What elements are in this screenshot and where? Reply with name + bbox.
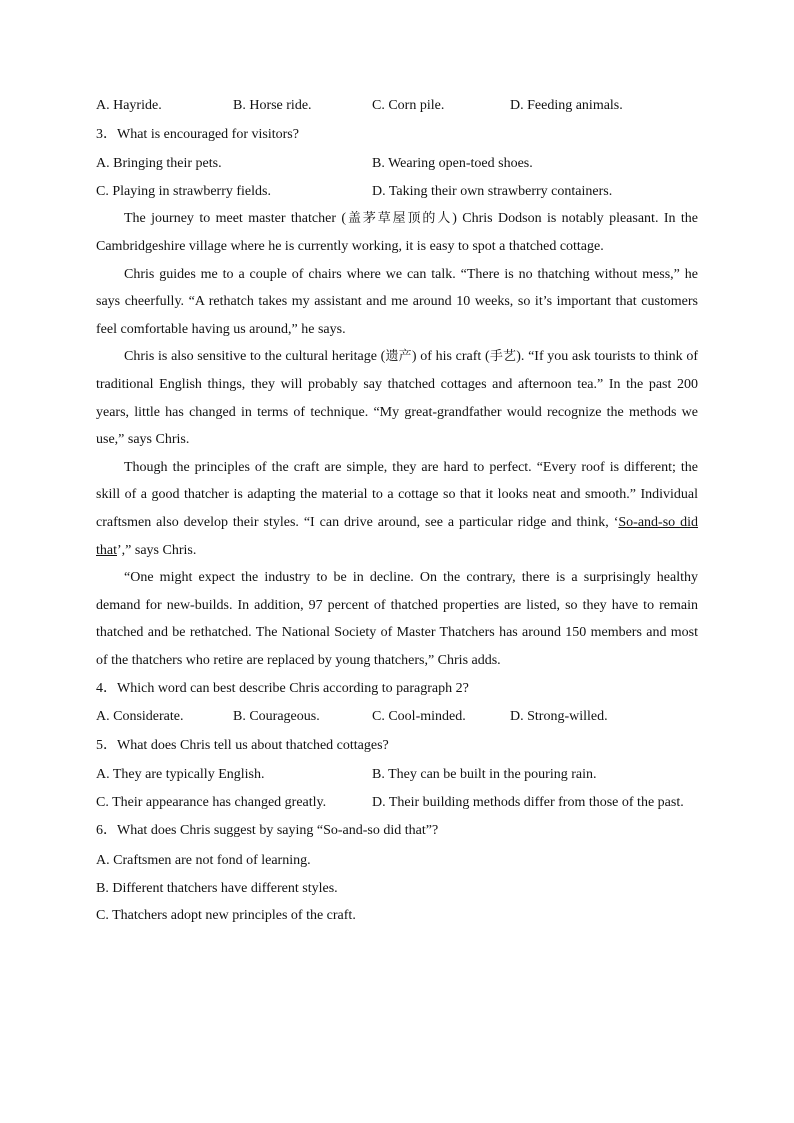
q4-option-d: D. Strong-willed. bbox=[510, 709, 608, 725]
p4-text-a: Though the principles of the craft are simple, they are hard to perfect. “Every roof is different; the skill of a good thatcher is adapting the material to a cottage so that it looks neat and smooth.” Individual craftsmen also develop their styles. “I can drive around, see a particular ridge and think, ‘ bbox=[96, 459, 698, 530]
q5-options-row2 bbox=[96, 789, 698, 817]
q3-option-b: B. Wearing open-toed shoes. bbox=[372, 156, 533, 172]
q5-option-b: B. They can be built in the pouring rain. bbox=[372, 767, 597, 783]
q6-stem: 6．What does Chris suggest by saying “So-and-so did that”? bbox=[96, 823, 439, 839]
q2-option-b: B. Horse ride. bbox=[233, 98, 312, 113]
q5-option-c: C. Their appearance has changed greatly. bbox=[96, 794, 327, 810]
q4-stem: 4．Which word can best describe Chris according to paragraph 2? bbox=[96, 681, 469, 697]
q4-option-c: C. Cool-minded. bbox=[372, 709, 466, 725]
p1-gloss: 盖茅草屋顶的人 bbox=[346, 211, 453, 227]
p3-text-c: ). “If you ask tourists to think of traditional English things, they will probably say thatched cottages and afternoon tea.” In the past 200 years, little has changed in terms of technique. “My great-grandfather would recognize the methods we use,” says Chris. bbox=[96, 349, 699, 448]
q5-option-a: A. They are typically English. bbox=[96, 767, 265, 783]
q3-option-c: C. Playing in strawberry fields. bbox=[96, 183, 271, 199]
document-page bbox=[96, 92, 698, 930]
passage-paragraph-4 bbox=[96, 454, 698, 564]
p4-underlined-phrase: So-and-so did that bbox=[96, 514, 698, 558]
q2-option-c: C. Corn pile. bbox=[372, 98, 445, 113]
q4-options bbox=[96, 703, 698, 731]
passage-paragraph-2: Chris guides me to a couple of chairs where we can talk. “There is no thatching without mess,” he says cheerfully. “A rethatch takes my assistant and me around 10 weeks, so it’s important that customers feel comfortable having us around,” he says. bbox=[96, 266, 698, 337]
p1-text-a: The journey to meet master thatcher ( bbox=[124, 211, 347, 227]
p3-text-b: ) of his craft ( bbox=[411, 349, 490, 365]
passage-paragraph-5: “One might expect the industry to be in decline. On the contrary, there is a surprisingly healthy demand for new-builds. In addition, 97 percent of thatched properties are listed, so they have to remain thatched and be rethatched. The National Society of Master Thatchers has around 150 members and most of the thatchers who retire are replaced by young thatchers,” Chris adds. bbox=[96, 570, 698, 668]
q6-option-a: A. Craftsmen are not fond of learning. bbox=[96, 853, 311, 869]
passage-paragraph-1 bbox=[96, 205, 698, 260]
q3-options-row2 bbox=[96, 178, 698, 206]
q3-options-row1 bbox=[96, 150, 698, 178]
passage-paragraph-3 bbox=[96, 343, 698, 453]
q2-option-d: D. Feeding animals. bbox=[510, 98, 623, 113]
p3-gloss-2: 手艺 bbox=[489, 349, 517, 365]
q5-options-row1 bbox=[96, 761, 698, 789]
q4-option-a: A. Considerate. bbox=[96, 709, 184, 725]
p3-text-a: Chris is also sensitive to the cultural heritage ( bbox=[124, 349, 386, 365]
q3-stem: 3．What is encouraged for visitors? bbox=[96, 126, 299, 142]
q4-option-b: B. Courageous. bbox=[233, 709, 320, 725]
q5-stem: 5．What does Chris tell us about thatched cottages? bbox=[96, 737, 389, 753]
p3-gloss-1: 遗产 bbox=[385, 349, 412, 365]
q2-option-a: A. Hayride. bbox=[96, 98, 162, 113]
q5-option-d: D. Their building methods differ from those of the past. bbox=[372, 794, 684, 810]
q3-option-d: D. Taking their own strawberry containers. bbox=[372, 183, 613, 199]
q6-option-c: C. Thatchers adopt new principles of the craft. bbox=[96, 908, 356, 924]
q2-options bbox=[96, 92, 698, 120]
q6-option-b: B. Different thatchers have different styles. bbox=[96, 880, 338, 896]
p1-text-b: ) Chris Dodson is notably pleasant. In the Cambridgeshire village where he is currently working, it is easy to spot a thatched cottage. bbox=[96, 211, 698, 254]
q3-option-a: A. Bringing their pets. bbox=[96, 156, 222, 172]
p4-text-b: ’,” says Chris. bbox=[117, 542, 197, 558]
